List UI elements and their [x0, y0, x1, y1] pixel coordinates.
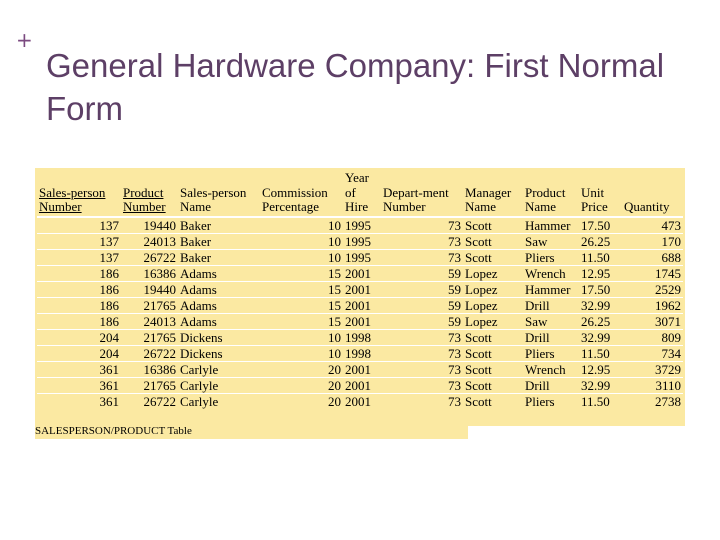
cell-salesperson-number: 137 — [37, 249, 121, 265]
table-body — [37, 217, 683, 409]
cell-product-name: Wrench — [523, 265, 579, 281]
cell-product-name: Drill — [523, 297, 579, 313]
cell-commission-percentage: 10 — [260, 233, 343, 249]
cell-salesperson-number: 137 — [37, 217, 121, 234]
col-header-quantity: Quantity — [624, 199, 670, 214]
cell-department-number: 73 — [381, 345, 463, 361]
cell-year-of-hire: 2001 — [343, 313, 381, 329]
col-header-department-number: Depart-ment Number — [383, 184, 449, 214]
cell-quantity: 3071 — [622, 313, 683, 329]
cell-manager-name: Lopez — [463, 281, 523, 297]
cell-product-number: 24013 — [121, 233, 178, 249]
cell-manager-name: Scott — [463, 377, 523, 393]
cell-product-name: Hammer — [523, 281, 579, 297]
cell-year-of-hire: 2001 — [343, 265, 381, 281]
cell-commission-percentage: 20 — [260, 393, 343, 409]
cell-quantity: 1962 — [622, 297, 683, 313]
col-header-commission-percentage: Commission Percentage — [262, 184, 328, 214]
cell-department-number: 73 — [381, 249, 463, 265]
table-row — [37, 329, 683, 345]
cell-quantity: 809 — [622, 329, 683, 345]
cell-salesperson-name: Carlyle — [178, 361, 260, 377]
cell-year-of-hire: 2001 — [343, 297, 381, 313]
cell-commission-percentage: 10 — [260, 249, 343, 265]
cell-department-number: 73 — [381, 329, 463, 345]
cell-salesperson-number: 186 — [37, 265, 121, 281]
table-caption: SALESPERSON/PRODUCT Table — [35, 425, 192, 437]
cell-department-number: 59 — [381, 281, 463, 297]
cell-unit-price: 17.50 — [579, 281, 622, 297]
cell-salesperson-name: Carlyle — [178, 377, 260, 393]
cell-product-number: 16386 — [121, 265, 178, 281]
col-header-product-name: Product Name — [525, 184, 566, 214]
cell-quantity: 170 — [622, 233, 683, 249]
cell-product-number: 21765 — [121, 297, 178, 313]
table-row — [37, 281, 683, 297]
cell-year-of-hire: 1998 — [343, 345, 381, 361]
cell-unit-price: 32.99 — [579, 297, 622, 313]
cell-manager-name: Lopez — [463, 313, 523, 329]
cell-salesperson-number: 361 — [37, 393, 121, 409]
cell-manager-name: Lopez — [463, 297, 523, 313]
cell-year-of-hire: 1995 — [343, 249, 381, 265]
cell-unit-price: 12.95 — [579, 361, 622, 377]
cell-manager-name: Scott — [463, 249, 523, 265]
cell-unit-price: 17.50 — [579, 217, 622, 234]
cell-department-number: 73 — [381, 217, 463, 234]
cell-year-of-hire: 2001 — [343, 393, 381, 409]
cell-unit-price: 12.95 — [579, 265, 622, 281]
cell-manager-name: Scott — [463, 329, 523, 345]
cell-product-name: Saw — [523, 313, 579, 329]
cell-year-of-hire: 1998 — [343, 329, 381, 345]
cell-unit-price: 26.25 — [579, 233, 622, 249]
table-row — [37, 393, 683, 409]
image-edge-cover — [468, 426, 685, 439]
cell-commission-percentage: 15 — [260, 265, 343, 281]
col-header-manager-name: Manager Name — [465, 184, 512, 214]
cell-department-number: 59 — [381, 265, 463, 281]
cell-quantity: 734 — [622, 345, 683, 361]
cell-unit-price: 26.25 — [579, 313, 622, 329]
cell-department-number: 73 — [381, 233, 463, 249]
bullet-plus-icon: + — [16, 28, 33, 52]
cell-product-name: Hammer — [523, 217, 579, 234]
cell-manager-name: Scott — [463, 217, 523, 234]
cell-salesperson-number: 361 — [37, 377, 121, 393]
salesperson-product-table-image — [35, 168, 685, 439]
cell-unit-price: 11.50 — [579, 393, 622, 409]
table-row — [37, 377, 683, 393]
cell-commission-percentage: 15 — [260, 313, 343, 329]
cell-department-number: 59 — [381, 313, 463, 329]
cell-unit-price: 11.50 — [579, 249, 622, 265]
cell-salesperson-number: 186 — [37, 313, 121, 329]
table-row — [37, 265, 683, 281]
cell-department-number: 73 — [381, 393, 463, 409]
cell-salesperson-number: 204 — [37, 345, 121, 361]
cell-manager-name: Scott — [463, 393, 523, 409]
cell-commission-percentage: 20 — [260, 377, 343, 393]
col-header-salesperson-name: Sales-person Name — [180, 184, 247, 214]
cell-department-number: 73 — [381, 361, 463, 377]
table-row — [37, 361, 683, 377]
cell-year-of-hire: 1995 — [343, 233, 381, 249]
cell-salesperson-name: Adams — [178, 265, 260, 281]
cell-commission-percentage: 20 — [260, 361, 343, 377]
cell-salesperson-name: Baker — [178, 233, 260, 249]
cell-commission-percentage: 10 — [260, 329, 343, 345]
cell-quantity: 3729 — [622, 361, 683, 377]
cell-salesperson-name: Dickens — [178, 345, 260, 361]
cell-salesperson-name: Carlyle — [178, 393, 260, 409]
table-row — [37, 217, 683, 234]
cell-salesperson-name: Adams — [178, 297, 260, 313]
cell-quantity: 3110 — [622, 377, 683, 393]
col-header-year-of-hire: Year of Hire — [345, 170, 369, 214]
cell-product-number: 26722 — [121, 345, 178, 361]
table-row — [37, 249, 683, 265]
table-row — [37, 345, 683, 361]
cell-product-number: 16386 — [121, 361, 178, 377]
cell-product-number: 21765 — [121, 377, 178, 393]
cell-quantity: 2529 — [622, 281, 683, 297]
cell-salesperson-number: 137 — [37, 233, 121, 249]
cell-year-of-hire: 1995 — [343, 217, 381, 234]
cell-quantity: 1745 — [622, 265, 683, 281]
cell-commission-percentage: 10 — [260, 217, 343, 234]
cell-year-of-hire: 2001 — [343, 281, 381, 297]
cell-product-number: 26722 — [121, 249, 178, 265]
cell-commission-percentage: 15 — [260, 297, 343, 313]
cell-year-of-hire: 2001 — [343, 361, 381, 377]
table-header-row — [37, 171, 683, 217]
cell-salesperson-name: Baker — [178, 249, 260, 265]
cell-product-number: 26722 — [121, 393, 178, 409]
cell-product-name: Saw — [523, 233, 579, 249]
table-row — [37, 313, 683, 329]
cell-manager-name: Scott — [463, 361, 523, 377]
cell-salesperson-number: 186 — [37, 281, 121, 297]
col-header-product-number: Product Number — [123, 184, 166, 214]
col-header-salesperson-number: Sales-person Number — [39, 184, 106, 214]
col-header-unit-price: Unit Price — [581, 184, 608, 214]
cell-year-of-hire: 2001 — [343, 377, 381, 393]
cell-product-name: Pliers — [523, 345, 579, 361]
cell-product-name: Pliers — [523, 249, 579, 265]
table-row — [37, 233, 683, 249]
salesperson-product-table — [37, 171, 683, 409]
cell-commission-percentage: 10 — [260, 345, 343, 361]
cell-manager-name: Scott — [463, 345, 523, 361]
cell-product-number: 24013 — [121, 313, 178, 329]
cell-product-name: Wrench — [523, 361, 579, 377]
cell-salesperson-name: Adams — [178, 281, 260, 297]
cell-salesperson-name: Dickens — [178, 329, 260, 345]
cell-unit-price: 11.50 — [579, 345, 622, 361]
cell-salesperson-number: 361 — [37, 361, 121, 377]
cell-product-name: Drill — [523, 377, 579, 393]
cell-product-number: 19440 — [121, 281, 178, 297]
cell-salesperson-name: Adams — [178, 313, 260, 329]
cell-department-number: 59 — [381, 297, 463, 313]
cell-commission-percentage: 15 — [260, 281, 343, 297]
table-row — [37, 297, 683, 313]
cell-product-name: Drill — [523, 329, 579, 345]
cell-unit-price: 32.99 — [579, 377, 622, 393]
cell-product-number: 19440 — [121, 217, 178, 234]
cell-salesperson-name: Baker — [178, 217, 260, 234]
cell-unit-price: 32.99 — [579, 329, 622, 345]
cell-salesperson-number: 204 — [37, 329, 121, 345]
cell-product-name: Pliers — [523, 393, 579, 409]
cell-department-number: 73 — [381, 377, 463, 393]
cell-quantity: 473 — [622, 217, 683, 234]
cell-quantity: 688 — [622, 249, 683, 265]
cell-salesperson-number: 186 — [37, 297, 121, 313]
cell-quantity: 2738 — [622, 393, 683, 409]
cell-manager-name: Lopez — [463, 265, 523, 281]
cell-manager-name: Scott — [463, 233, 523, 249]
slide-title: General Hardware Company: First Normal Form — [46, 47, 665, 127]
cell-product-number: 21765 — [121, 329, 178, 345]
